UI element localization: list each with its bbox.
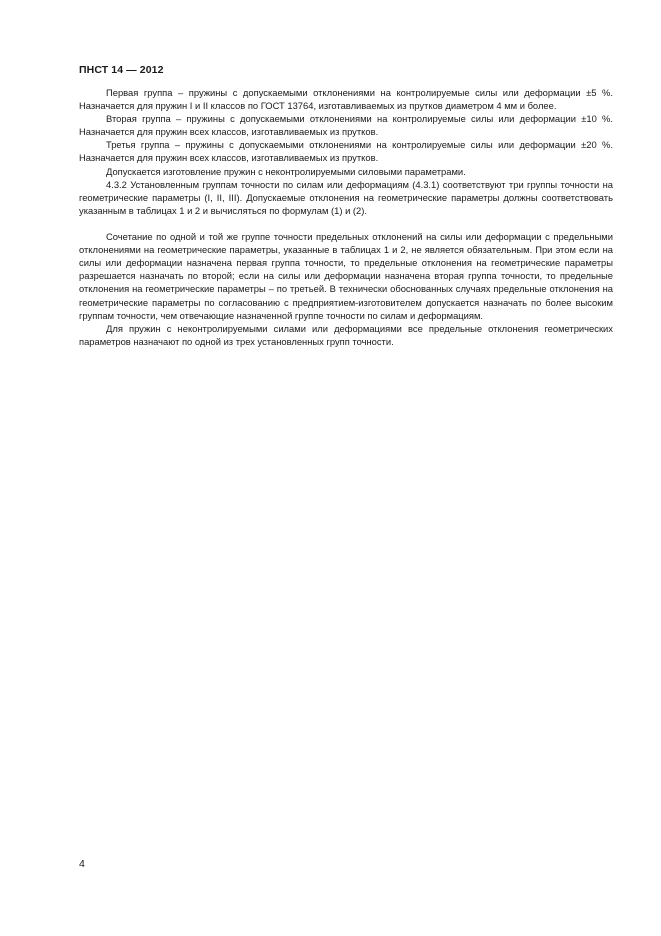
paragraph-first-group: Первая группа – пружины с допускаемыми отклонениями на контролируемые силы или деформации ±5 %. Назначается для пружин I и II классов по ГОСТ 13764, изготавливаемых из прутков диаметром 4 мм и более. [79, 87, 613, 112]
paragraph-second-group: Вторая группа – пружины с допускаемыми отклонениями на контролируемые силы или деформации ±10 %. Назначается для пружин всех классов, изготавливаемых из прутков. [79, 113, 613, 138]
paragraph-combination: Сочетание по одной и той же группе точности предельных отклонений на силы или деформации с предельными отклонениями на геометрические параметры, указанные в таблицах 1 и 2, не является обязательным. При этом если на силы или деформации назначена первая группа точности, то предельные отклонения на геометрические параметры разрешается назначать по второй; если на силы или деформации назначена вторая группа точности, то предельные отклонения на геометрические параметры – по третьей. В технически обоснованных случаях предельные отклонения на геометрические параметры по согласованию с предприятием-изготовителем допускается назначать по более высоким группам точности, чем отвечающие назначенной группе точности по силам и деформациям. [79, 231, 613, 321]
paragraph-third-group: Третья группа – пружины с допускаемыми отклонениями на контролируемые силы или деформации ±20 %. Назначается для пружин всех классов, изготавливаемых из прутков. [79, 139, 613, 164]
page-number: 4 [79, 858, 85, 870]
document-code-header: ПНСТ 14 — 2012 [79, 64, 164, 76]
paragraph-uncontrolled-geometry: Для пружин с неконтролируемыми силами или деформациями все предельные отклонения геометрических параметров назначают по одной из трех установленных групп точности. [79, 322, 613, 347]
paragraph-section-4-3-2: 4.3.2 Установленным группам точности по силам или деформациям (4.3.1) соответствуют три группы точности на геометрические параметры (I, II, III). Допускаемые отклонения на геометрические параметры должны соответствовать указанным в таблицах 1 и 2 и вычисляться по формулам (1) и (2). [79, 178, 613, 216]
document-body [79, 86, 613, 348]
paragraph-uncontrolled-allowed: Допускается изготовление пружин с неконтролируемыми силовыми параметрами. [106, 165, 466, 177]
